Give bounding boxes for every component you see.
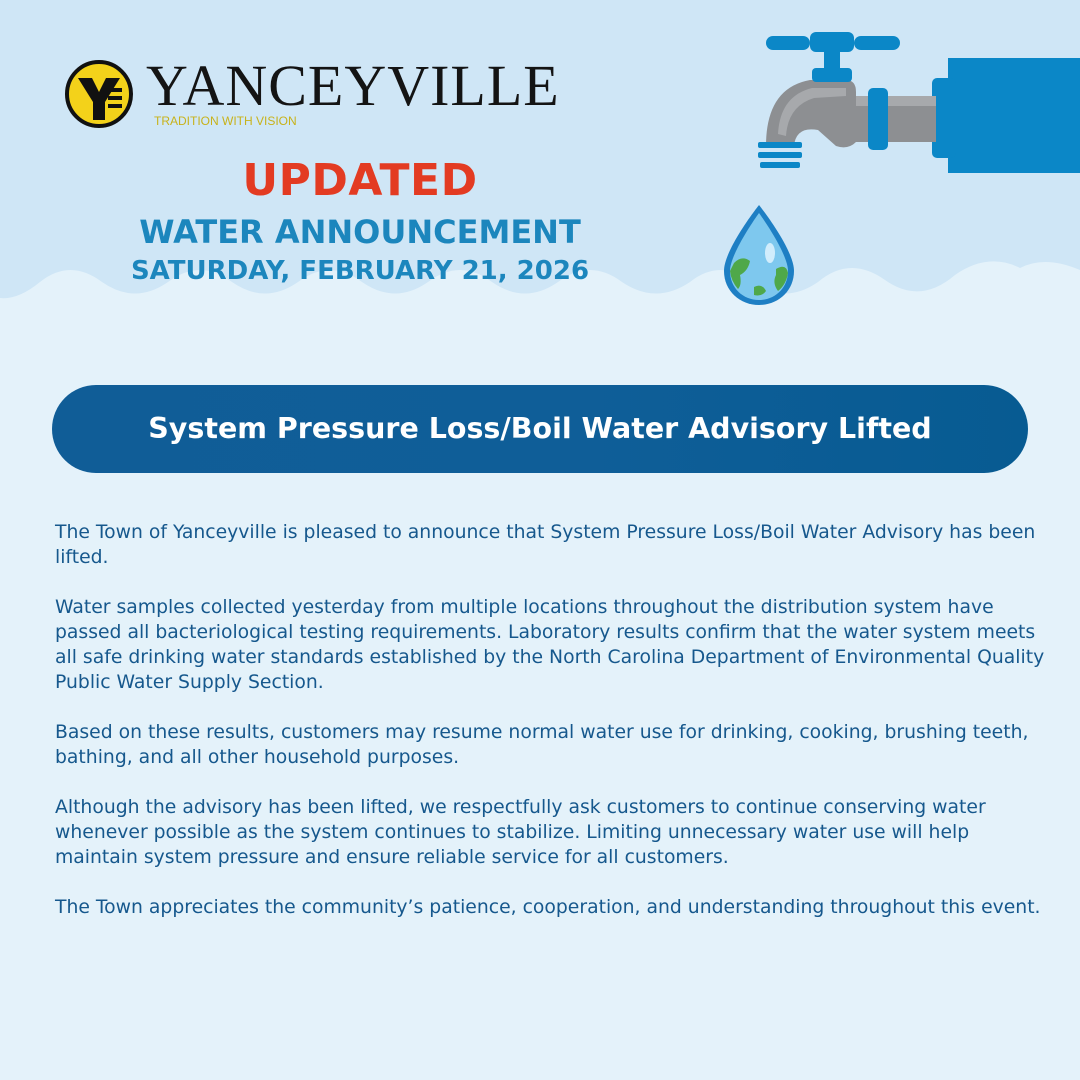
- headline-updated: UPDATED: [242, 155, 478, 206]
- advisory-banner-title: System Pressure Loss/Boil Water Advisory Lifted: [148, 412, 932, 445]
- body-paragraph-3: Based on these results, customers may resume normal water use for drinking, cooking, brushing teeth, bathing, and all other household purposes.: [55, 722, 1029, 768]
- headline-water-announcement: WATER ANNOUNCEMENT: [139, 213, 581, 251]
- yanceyville-y-logo-icon: [64, 58, 134, 130]
- water-faucet-icon: [718, 26, 1080, 184]
- body-paragraph-4: Although the advisory has been lifted, we respectfully ask customers to continue conserving water whenever possible as the system continues to stabilize. Limiting unnecessary water use will help maintain system pressure and ensure reliable service for all customers.: [55, 797, 986, 868]
- water-droplet-globe-icon: [718, 203, 800, 309]
- logo-town-name: YANCEYVILLE: [146, 53, 560, 118]
- body-paragraph-5: The Town appreciates the community’s patience, cooperation, and understanding throughout this event.: [55, 897, 1041, 918]
- town-logo: [64, 53, 624, 130]
- announcement-body: [55, 520, 1045, 945]
- body-paragraph-2: Water samples collected yesterday from multiple locations throughout the distribution system have passed all bacteriological testing requirements. Laboratory results confirm that the water system meets all safe drinking water standards established by the North Carolina Department of Environmental Quality Public Water Supply Section.: [55, 597, 1045, 693]
- logo-tagline: TRADITION WITH VISION: [154, 114, 297, 128]
- headline-date: SATURDAY, FEBRUARY 21, 2026: [130, 256, 590, 286]
- body-paragraph-1: The Town of Yanceyville is pleased to announce that System Pressure Loss/Boil Water Advisory has been lifted.: [55, 522, 1036, 568]
- advisory-banner: [52, 385, 1028, 473]
